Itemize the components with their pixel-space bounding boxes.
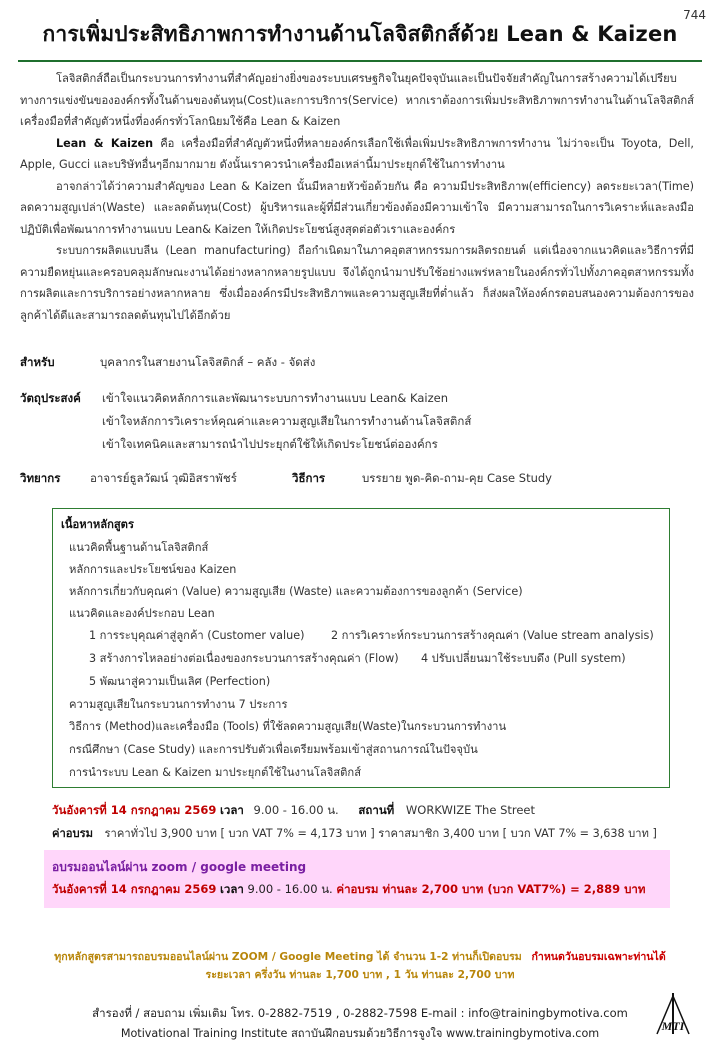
course-subitem: 3 สร้างการไหลอย่างต่อเนื่องของกระบวนการสร้างคุณค่า (Flow): [89, 652, 399, 665]
course-subitem: 2 การวิเคราะห์กระบวนการสร้างคุณค่า (Value stream analysis): [331, 629, 654, 642]
online-date: วันอังคารที่ 14 กรกฎาคม 2569: [52, 882, 217, 896]
course-item: หลักการเกี่ยวกับคุณค่า (Value) ความสูญเสีย (Waste) และความต้องการของลูกค้า (Service): [69, 585, 523, 598]
online-details: [52, 881, 645, 899]
course-content-box: [52, 508, 670, 788]
intro-section: [20, 68, 694, 326]
target-label: สำหรับ: [20, 355, 55, 369]
online-training-box: [44, 850, 670, 908]
page-number: 744: [683, 8, 706, 22]
page-title: การเพิ่มประสิทธิภาพการทำงานด้านโลจิสติกส์ด้วย Lean & Kaizen: [42, 22, 678, 46]
method-label: วิธีการ: [292, 471, 326, 485]
notice-line-1: [0, 948, 720, 965]
course-item: การนำระบบ Lean & Kaizen มาประยุกต์ใช้ในงานโลจิสติกส์: [69, 766, 362, 779]
fee-value: ราคาทั่วไป 3,900 บาท [ บวก VAT 7% = 4,173 บาท ] ราคาสมาชิก 3,400 บาท [ บวก VAT 7% = 3,638 บาท ]: [104, 827, 657, 840]
objective-item-2: เข้าใจหลักการวิเคราะห์คุณค่าและความสูญเสียในการทำงานด้านโลจิสติกส์: [102, 414, 472, 428]
mti-logo: [654, 992, 692, 1036]
objective-item-1: เข้าใจแนวคิดหลักการและพัฒนาระบบการทำงานแบบ Lean& Kaizen: [102, 391, 449, 405]
course-item: แนวคิดและองค์ประกอบ Lean: [69, 607, 215, 620]
online-fee: ค่าอบรม ท่านละ 2,700 บาท (บวก VAT7%) = 2,889 บาท: [336, 882, 646, 896]
course-item: ความสูญเสียในกระบวนการทำงาน 7 ประการ: [69, 698, 288, 711]
online-heading: อบรมออนไลน์ผ่าน zoom / google meeting: [52, 860, 307, 874]
course-subitem: 4 ปรับเปลี่ยนมาใช้ระบบดึง (Pull system): [421, 652, 626, 665]
intro-paragraph-2-text: คือ เครื่องมือที่สำคัญตัวหนึ่งที่หลายองค์กรเลือกใช้เพื่อเพิ่มประสิทธิภาพการทำงาน ไม่ว่าจะเป็น Toyota, Dell, Apple, Gucci และบริษัทอื่นๆอีกมากมาย ดังนั้นเราควรนำเครื่องมือเหล่านี้มาประยุกต์ใช้ในการทำงาน: [20, 136, 694, 171]
objective-item-3: เข้าใจเทคนิคและสามารถนำไปประยุกต์ใช้ให้เกิดประโยชน์ต่อองค์กร: [102, 437, 438, 451]
schedule-time-label: เวลา: [219, 803, 244, 817]
svg-text:MTI: MTI: [661, 1019, 685, 1033]
course-item: กรณีศึกษา (Case Study) และการปรับตัวเพื่อเตรียมพร้อมเข้าสู่สถานการณ์ในปัจจุบัน: [69, 743, 478, 756]
intro-paragraph-2-bold: Lean & Kaizen: [56, 136, 154, 150]
online-time-label: เวลา: [219, 882, 244, 896]
footer-contact: สำรองที่ / สอบถาม เพิ่มเติม โทร. 0-2882-7519 , 0-2882-7598 E-mail : info@trainingbymotiva.com: [92, 1006, 628, 1020]
schedule-time: 9.00 - 16.00 น.: [253, 803, 339, 817]
course-item: แนวคิดพื้นฐานด้านโลจิสติกส์: [69, 541, 209, 554]
online-time: 9.00 - 16.00 น.: [247, 882, 333, 896]
speaker-name: อาจารย์ธูลวัฒน์ วุฒิอิสราพัชร์: [90, 471, 237, 485]
schedule-date: วันอังคารที่ 14 กรกฎาคม 2569: [52, 803, 217, 817]
schedule-line: [52, 802, 535, 820]
fee-label: ค่าอบรม: [52, 827, 93, 840]
intro-paragraph-3: อาจกล่าวได้ว่าความสำคัญของ Lean & Kaizen นั้นมีหลายหัวข้อด้วยกัน คือ ความมีประสิทธิภาพ(efficiency) ลดระยะเวลา(Time) ลดความสูญเปล่า(Waste) และลดต้นทุน(Cost) ผู้บริหารและผู้ที่มีส่วนเกี่ยวข้องต้องมีความเข้าใจ มีความสามารถในการวิเคราะห์และลงมือปฏิบัติเพื่อพัฒนาการทำงานแบบ Lean& Kaizen ให้เกิดประโยชน์สูงสุดต่อตัวเราและองค์กร: [20, 179, 694, 236]
method-value: บรรยาย พูด-คิด-ถาม-คุย Case Study: [362, 471, 552, 485]
footer-institute: Motivational Training Institute สถาบันฝึกอบรมด้วยวิธีการจูงใจ www.trainingbymotiva.com: [120, 1027, 600, 1040]
speaker-label: วิทยากร: [20, 471, 61, 485]
course-subitem: 5 พัฒนาสู่ความเป็นเลิศ (Perfection): [89, 675, 271, 688]
notice-text-a: ทุกหลักสูตรสามารถอบรมออนไลน์ผ่าน ZOOM / Google Meeting ได้ จำนวน 1-2 ท่านก็เปิดอบรม: [54, 951, 522, 963]
title-divider: [18, 60, 702, 62]
course-item: หลักการและประโยชน์ของ Kaizen: [69, 563, 237, 576]
target-value: บุคลากรในสายงานโลจิสติกส์ – คลัง - จัดส่ง: [100, 355, 316, 369]
venue-value: WORKWIZE The Street: [405, 803, 536, 817]
intro-paragraph-4: ระบบการผลิตแบบลีน (Lean manufacturing) ถือกำเนิดมาในภาคอุตสาหกรรมการผลิตรถยนต์ แต่เนื่องจากแนวคิดและวิธีการที่มีความยืดหยุ่นและครอบคลุมลักษณะงานได้อย่างหลากหลายรูปแบบ จึงได้ถูกนำมาปรับใช้อย่างแพร่หลายในองค์กรทั่วไปทั้งภาคอุตสาหกรรมทั้งการผลิตและการบริการอย่างหลากหลาย ซึ่งเมื่อองค์กรมีประสิทธิภาพและความสูญเสียที่ต่ำแล้ว ก็ส่งผลให้องค์กรตอบสนองความต้องการของลูกค้าได้ดีและสามารถลดต้นทุนไปได้อีกด้วย: [20, 244, 694, 322]
fee-line: [52, 824, 657, 842]
course-subitem: 1 การระบุคุณค่าสู่ลูกค้า (Customer value): [89, 629, 305, 642]
course-item: วิธีการ (Method)และเครื่องมือ (Tools) ที่ใช้ลดความสูญเสีย(Waste)ในกระบวนการทำงาน: [69, 720, 507, 733]
course-heading: เนื้อหาหลักสูตร: [61, 518, 134, 531]
venue-label: สถานที่: [358, 803, 395, 817]
objectives-label: วัตถุประสงค์: [20, 391, 81, 405]
notice-line-2: ระยะเวลา ครึ่งวัน ท่านละ 1,700 บาท , 1 วัน ท่านละ 2,700 บาท: [205, 969, 515, 981]
intro-paragraph-1: โลจิสติกส์ถือเป็นกระบวนการทำงานที่สำคัญอย่างยิ่งของระบบเศรษฐกิจในยุคปัจจุบันและเป็นปัจจัยสำคัญในการสร้างความได้เปรียบทางการแข่งขันขององค์กรทั้งในด้านของต้นทุน(Cost)และการบริการ(Service) หากเราต้องการเพิ่มประสิทธิภาพการทำงานในด้านโลจิสติกส์ เครื่องมือที่สำคัญตัวหนึ่งที่องค์กรทั่วโลกนิยมใช้คือ Lean & Kaizen: [20, 72, 694, 128]
notice-text-b: กำหนดวันอบรมเฉพาะท่านได้: [531, 951, 666, 963]
intro-paragraph-2: [20, 133, 694, 176]
